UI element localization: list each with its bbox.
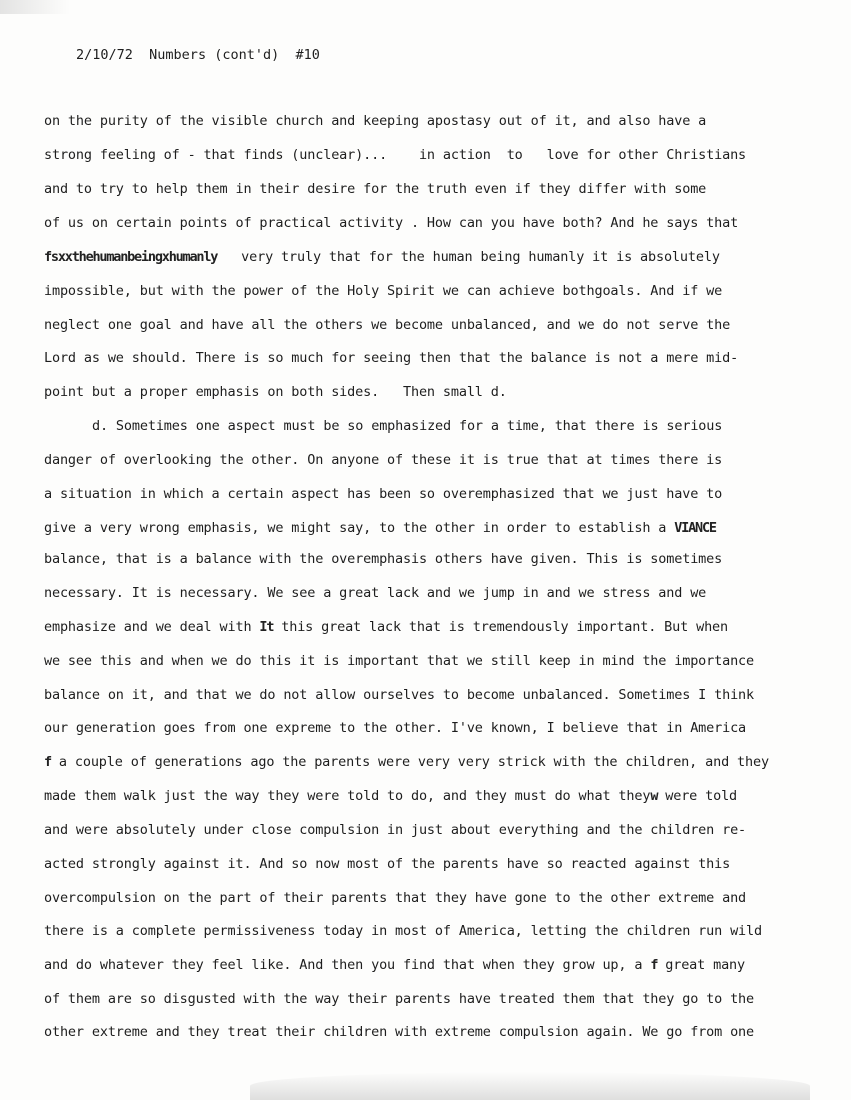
text-line: impossible, but with the power of the Holy Spirit we can achieve bothgoals. And if we [44,283,723,299]
text-line: d. Sometimes one aspect must be so emphasized for a time, that there is serious [92,418,723,434]
text-line: and do whatever they feel like. And then you find that when they grow up, a f great many [44,957,746,973]
header-title: Numbers (cont'd) [149,47,280,63]
text-line: there is a complete permissiveness today in most of America, letting the children run wild [44,923,762,939]
text-line: a situation in which a certain aspect has been so overemphasized that we just have to [44,486,723,502]
page-header [76,47,320,63]
text-line: give a very wrong emphasis, we might say, to the other in order to establish a VIANCE [44,520,716,536]
text-line: balance, that is a balance with the overemphasis others have given. This is sometimes [44,551,723,567]
text-line: and were absolutely under close compulsion in just about everything and the children re- [44,822,747,838]
text-line: of them are so disgusted with the way their parents have treated them that they go to the [44,991,755,1007]
text-line: of us on certain points of practical activity . How can you have both? And he says that [44,215,739,231]
scan-smudge-top [0,0,70,14]
text-line: our generation goes from one expreme to the other. I've known, I believe that in America [44,720,747,736]
header-page-number: #10 [295,47,320,63]
text-line: on the purity of the visible church and keeping apostasy out of it, and also have a [44,113,707,129]
text-line: neglect one goal and have all the others we become unbalanced, and we do not serve the [44,317,731,333]
text-line: emphasize and we deal with It this great lack that is tremendously important. But when [44,619,729,635]
struck-out-text: f [44,754,51,770]
text-line: point but a proper emphasis on both sides. Then small d. [44,384,507,400]
struck-out-text: It [259,619,274,635]
text-line: acted strongly against it. And so now most of the parents have so reacted against this [44,856,731,872]
struck-out-text: fsxxthehumanbeingxhumanly [44,249,218,265]
text-line: made them walk just the way they were told to do, and they must do what theyw were told [44,788,738,804]
struck-out-text: w [650,788,658,804]
struck-out-text: f [650,957,658,973]
text-line: f a couple of generations ago the parents were very very strick with the children, and they [44,754,769,770]
text-line: other extreme and they treat their children with extreme compulsion again. We go from one [44,1024,755,1040]
text-line: and to try to help them in their desire for the truth even if they differ with some [44,181,707,197]
text-line: necessary. It is necessary. We see a great lack and we jump in and we stress and we [44,585,707,601]
text-line: danger of overlooking the other. On anyone of these it is true that at times there is [44,452,723,468]
text-line: fsxxthehumanbeingxhumanly very truly that for the human being humanly it is absolutely [44,249,720,265]
text-line: overcompulsion on the part of their parents that they have gone to the other extreme and [44,890,747,906]
text-line: Lord as we should. There is so much for seeing then that the balance is not a mere mid- [44,350,739,366]
scan-smudge-bottom [250,1072,810,1100]
text-line: strong feeling of - that finds (unclear)... in action to love for other Christians [44,147,747,163]
struck-out-text: VIANCE [674,520,716,536]
text-line: we see this and when we do this it is important that we still keep in mind the importance [44,653,755,669]
header-date: 2/10/72 [76,47,133,63]
text-line: balance on it, and that we do not allow ourselves to become unbalanced. Sometimes I think [44,687,755,703]
